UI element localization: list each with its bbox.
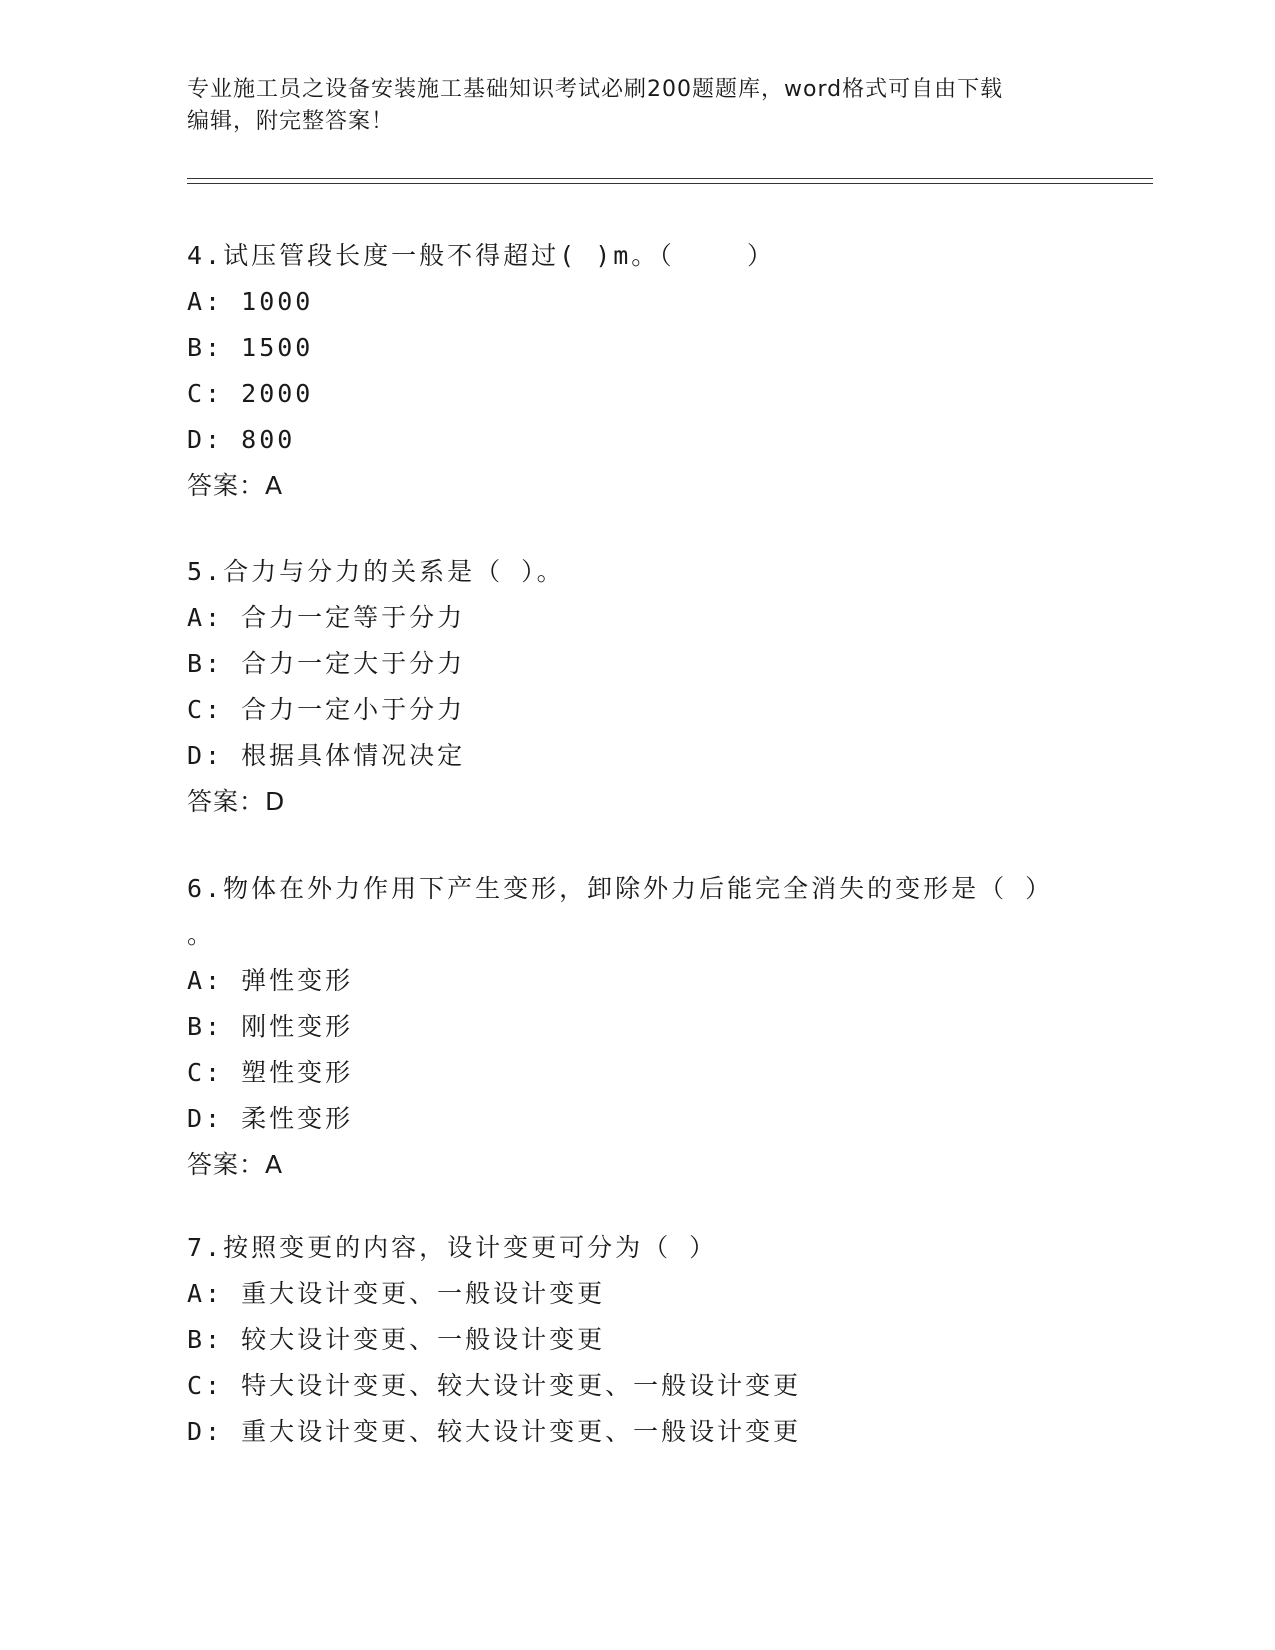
option-b: B: 合力一定大于分力 — [187, 649, 466, 678]
question-stem: 6.物体在外力作用下产生变形，卸除外力后能完全消失的变形是（ ） 。 — [187, 874, 1054, 949]
option-b: B: 较大设计变更、一般设计变更 — [187, 1325, 606, 1354]
header-divider-top — [187, 178, 1153, 179]
option-b: B: 1500 — [187, 333, 314, 362]
option-d: D: 根据具体情况决定 — [187, 741, 466, 770]
option-a: A: 1000 — [187, 287, 314, 316]
option-d: D: 重大设计变更、较大设计变更、一般设计变更 — [187, 1417, 802, 1446]
question-stem: 7.按照变更的内容，设计变更可分为（ ） — [187, 1233, 718, 1262]
option-d: D: 800 — [187, 425, 296, 454]
option-d: D: 柔性变形 — [187, 1104, 354, 1133]
header-line-2: 编辑，附完整答案！ — [187, 109, 395, 134]
question-4 — [187, 233, 1087, 509]
answer: 答案：A — [187, 471, 284, 500]
question-7 — [187, 1225, 1087, 1455]
option-c: C: 合力一定小于分力 — [187, 695, 466, 724]
document-header — [187, 74, 1067, 138]
option-a: A: 弹性变形 — [187, 966, 354, 995]
option-c: C: 特大设计变更、较大设计变更、一般设计变更 — [187, 1371, 802, 1400]
question-6 — [187, 866, 1087, 1188]
question-5 — [187, 549, 1087, 825]
option-a: A: 合力一定等于分力 — [187, 603, 466, 632]
question-stem: 5.合力与分力的关系是（ ）。 — [187, 557, 565, 586]
option-c: C: 塑性变形 — [187, 1058, 354, 1087]
option-c: C: 2000 — [187, 379, 314, 408]
header-line-1: 专业施工员之设备安装施工基础知识考试必刷200题题库，word格式可自由下载 — [187, 77, 1004, 102]
answer: 答案：D — [187, 787, 286, 816]
header-divider-bottom — [187, 183, 1153, 184]
answer: 答案：A — [187, 1150, 284, 1179]
option-a: A: 重大设计变更、一般设计变更 — [187, 1279, 606, 1308]
option-b: B: 刚性变形 — [187, 1012, 354, 1041]
question-stem: 4.试压管段长度一般不得超过( )m。（ ） — [187, 241, 776, 270]
